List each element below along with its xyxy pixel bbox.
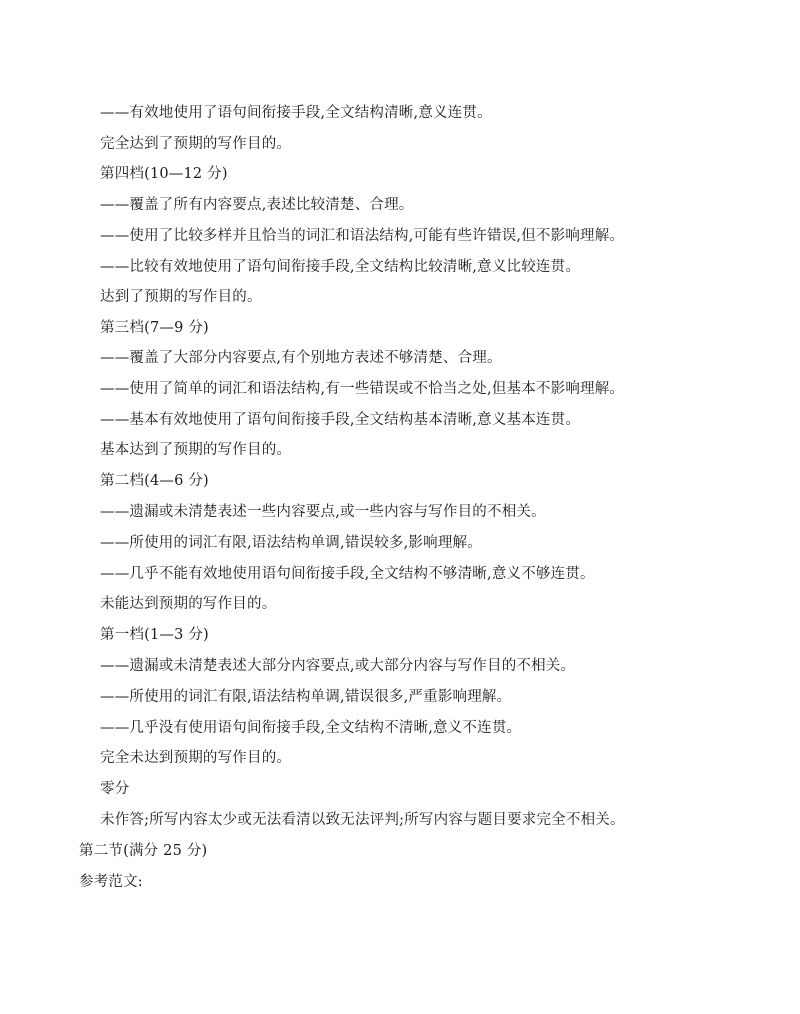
text-line: ——基本有效地使用了语句间衔接手段,全文结构基本清晰,意义基本连贯。 [100,412,581,428]
text-line: ——遗漏或未清楚表述一些内容要点,或一些内容与写作目的不相关。 [100,504,546,520]
grade-heading-zero: 零分 [100,781,130,797]
text-line: ——几乎没有使用语句间衔接手段,全文结构不清晰,意义不连贯。 [100,720,522,736]
text-line: ——比较有效地使用了语句间衔接手段,全文结构比较清晰,意义比较连贯。 [100,259,581,275]
text-line: ——所使用的词汇有限,语法结构单调,错误很多,严重影响理解。 [100,689,512,705]
text-line: ——覆盖了所有内容要点,表述比较清楚、合理。 [100,197,414,213]
text-line: ——覆盖了大部分内容要点,有个别地方表述不够清楚、合理。 [100,350,502,366]
text-line: 完全未达到预期的写作目的。 [100,750,292,766]
text-line: ——有效地使用了语句间衔接手段,全文结构清晰,意义连贯。 [100,105,492,121]
text-line: ——使用了简单的词汇和语法结构,有一些错误或不恰当之处,但基本不影响理解。 [100,381,625,397]
text-line: 未作答;所写内容太少或无法看清以致无法评判;所写内容与题目要求完全不相关。 [100,812,625,828]
sample-essay-label: 参考范文: [79,874,143,890]
text-line: 基本达到了预期的写作目的。 [100,442,292,458]
text-line: ——几乎不能有效地使用语句间衔接手段,全文结构不够清晰,意义不够连贯。 [100,566,595,582]
text-line: 未能达到预期的写作目的。 [100,596,277,612]
grade-heading: 第三档(7—9 分) [100,320,209,336]
text-line: 达到了预期的写作目的。 [100,289,262,305]
text-line: 完全达到了预期的写作目的。 [100,136,292,152]
text-line: ——所使用的词汇有限,语法结构单调,错误较多,影响理解。 [100,535,482,551]
grade-heading: 第一档(1—3 分) [100,627,209,643]
section-heading: 第二节(满分 25 分) [79,843,208,859]
grade-heading: 第二档(4—6 分) [100,473,209,489]
text-line: ——遗漏或未清楚表述大部分内容要点,或大部分内容与写作目的不相关。 [100,658,576,674]
grade-heading: 第四档(10—12 分) [100,166,228,182]
text-line: ——使用了比较多样并且恰当的词汇和语法结构,可能有些许错误,但不影响理解。 [100,228,625,244]
